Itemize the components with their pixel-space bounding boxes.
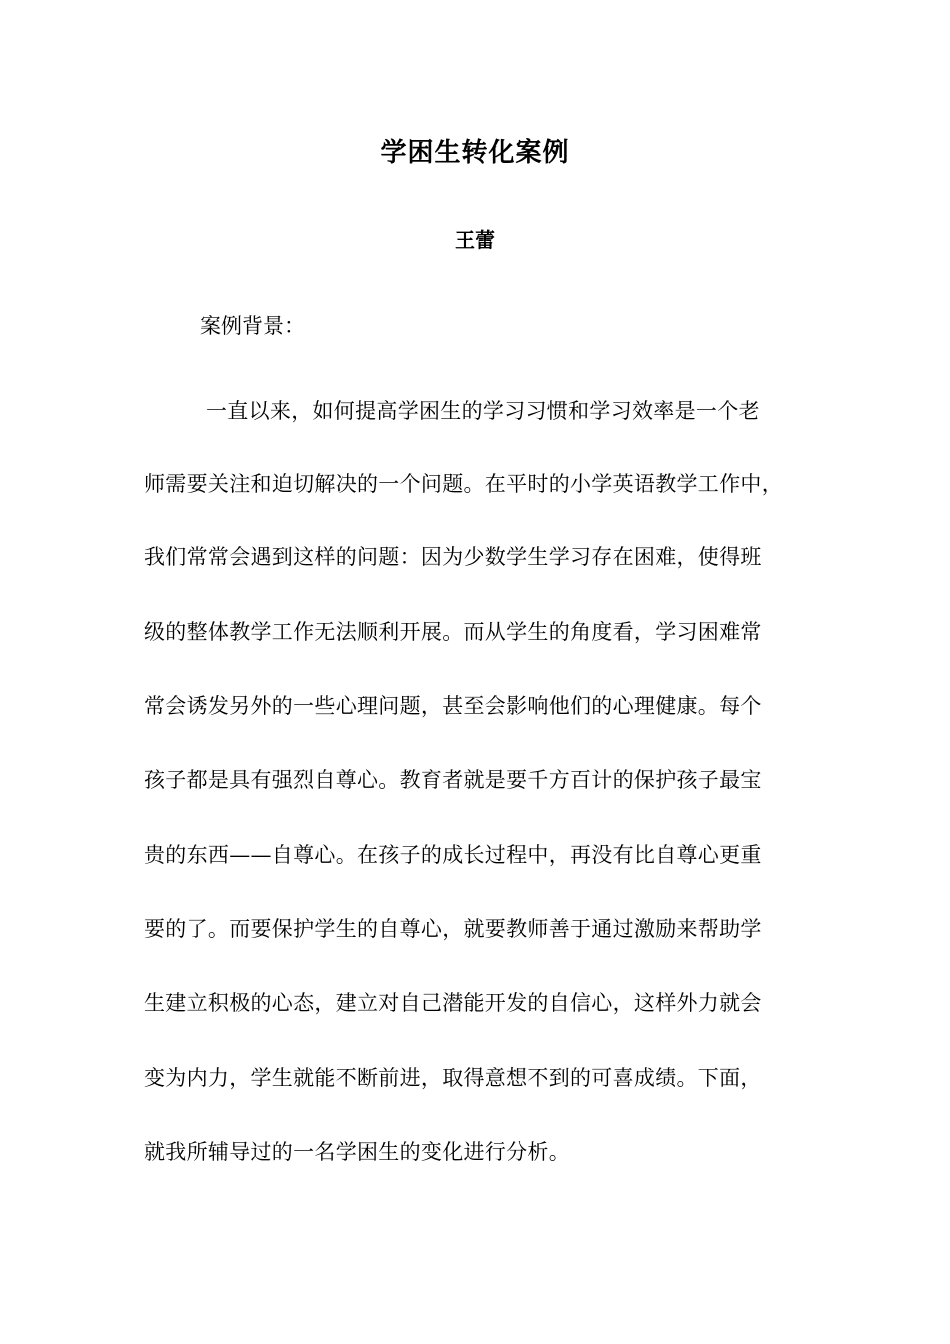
section-heading: 案例背景： — [200, 314, 305, 338]
paragraph-line: 常会诱发另外的一些心理问题，甚至会影响他们的心理健康。每个 — [144, 694, 762, 718]
document-title: 学困生转化案例 — [380, 138, 570, 168]
paragraph-line: 级的整体教学工作无法顺利开展。而从学生的角度看，学习困难常 — [144, 620, 762, 644]
author-name: 王蕾 — [455, 228, 495, 252]
paragraph-line: 贵的东西——自尊心。在孩子的成长过程中，再没有比自尊心更重 — [144, 843, 762, 867]
paragraph-line: 师需要关注和迫切解决的一个问题。在平时的小学英语教学工作中， — [144, 472, 783, 496]
paragraph-line: 变为内力，学生就能不断前进，取得意想不到的可喜成绩。下面， — [144, 1066, 762, 1090]
paragraph-line: 一直以来，如何提高学困生的学习习惯和学习效率是一个老 — [206, 399, 760, 423]
paragraph-line: 生建立积极的心态，建立对自己潜能开发的自信心，这样外力就会 — [144, 991, 762, 1015]
paragraph-line: 要的了。而要保护学生的自尊心，就要教师善于通过激励来帮助学 — [144, 917, 762, 941]
paragraph-line: 我们常常会遇到这样的问题：因为少数学生学习存在困难，使得班 — [144, 545, 762, 569]
paragraph-line: 孩子都是具有强烈自尊心。教育者就是要千方百计的保护孩子最宝 — [144, 768, 762, 792]
paragraph-line: 就我所辅导过的一名学困生的变化进行分析。 — [144, 1140, 570, 1164]
